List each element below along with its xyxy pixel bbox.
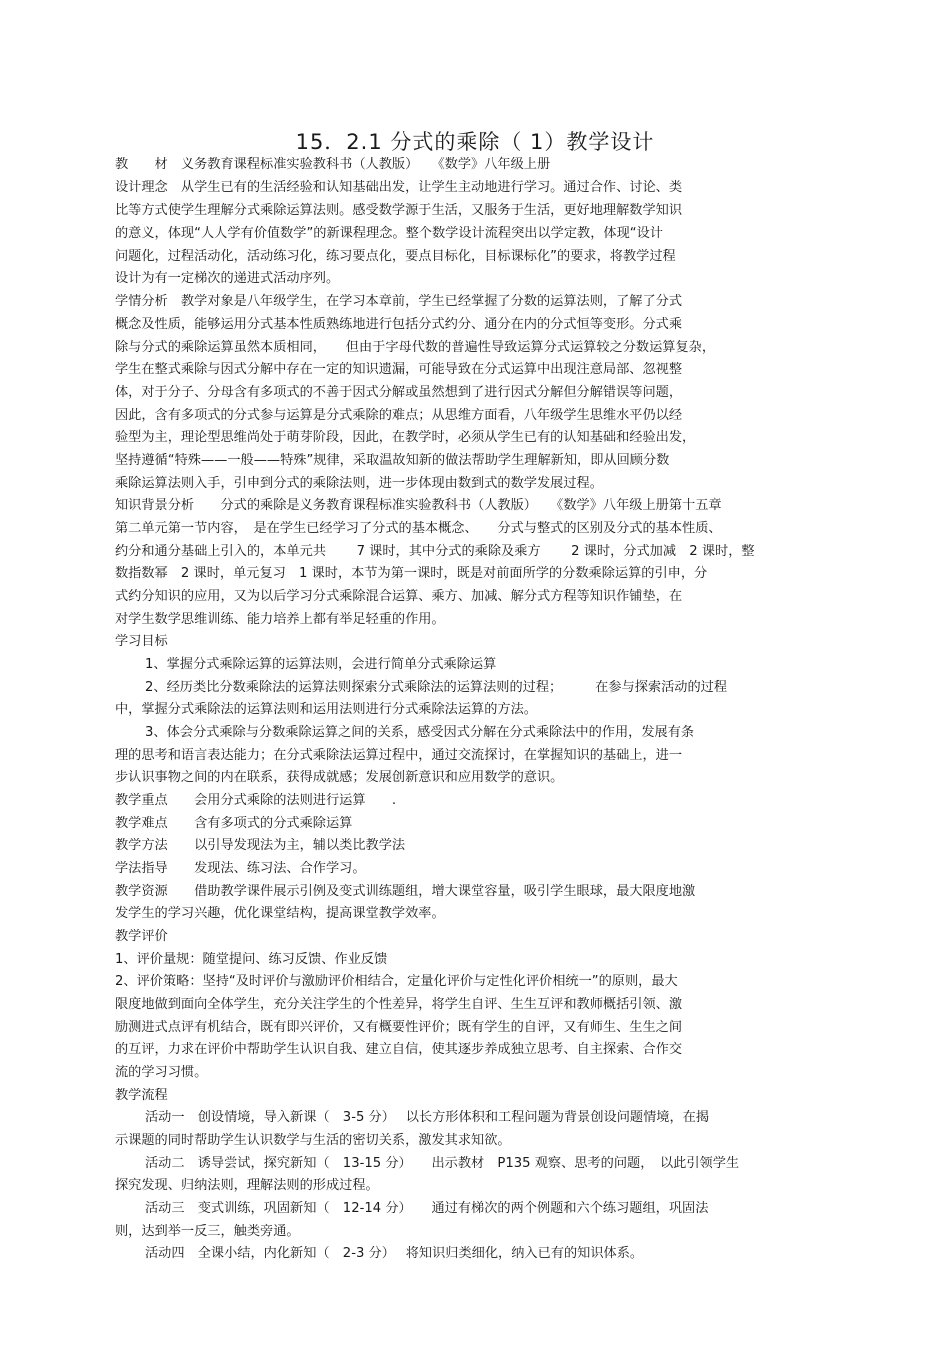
text-line: 教学方法 以引导发现法为主，辅以类比教学法 — [115, 838, 406, 853]
text-line: 教学流程 — [115, 1088, 168, 1103]
text-line: 教学评价 — [115, 929, 168, 944]
text-line: 限度地做到面向全体学生，充分关注学生的个性差异，将学生自评、生生互评和教师概括引领、激 — [115, 997, 683, 1012]
text-line: 教学重点 会用分式乘除的法则进行运算 . — [115, 793, 397, 808]
text-line: 式约分知识的应用，又为以后学习分式乘除混合运算、乘方、加减、解分式方程等知识作铺垫，在 — [115, 589, 683, 604]
text-line: 3、体会分式乘除与分数乘除运算之间的关系，感受因式分解在分式乘除法中的作用，发展有条 — [145, 725, 695, 740]
text-line: 活动一 创设情境，导入新课（ 3-5 分） 以长方形体积和工程问题为背景创设问题情境，在揭 — [145, 1110, 710, 1125]
text-line: 设计理念 从学生已有的生活经验和认知基础出发，让学生主动地进行学习。通过合作、讨论、类 — [115, 180, 683, 195]
document-title: 15．2.1 分式的乘除（ 1）教学设计 — [295, 130, 655, 154]
text-line: 2、经历类比分数乘除法的运算法则探索分式乘除法的运算法则的过程； 在参与探索活动的过程 — [145, 680, 728, 695]
text-line: 流的学习习惯。 — [115, 1065, 208, 1080]
text-line: 第二单元第一节内容， 是在学生已经学习了分式的基本概念、 分式与整式的区别及分式的基本性质、 — [115, 521, 722, 536]
text-line: 体，对于分子、分母含有多项式的不善于因式分解或虽然想到了进行因式分解但分解错误等问题， — [115, 385, 683, 400]
text-line: 因此，含有多项式的分式参与运算是分式乘除的难点；从思维方面看，八年级学生思维水平仍以经 — [115, 408, 683, 423]
text-line: 约分和通分基础上引入的，本单元共 7 课时，其中分式的乘除及乘方 2 课时，分式加减 2 课时，整 — [115, 544, 755, 559]
text-line: 活动四 全课小结，内化新知（ 2-3 分） 将知识归类细化，纳入已有的知识体系。 — [145, 1246, 644, 1261]
text-line: 中，掌握分式乘除法的运算法则和运用法则进行分式乘除法运算的方法。 — [115, 702, 537, 717]
text-line: 2、评价策略：坚持“及时评价与激励评价相结合，定量化评价与定性化评价相统一”的原则，最大 — [115, 974, 678, 989]
text-line: 活动二 诱导尝试，探究新知（ 13-15 分） 出示教材 P135 观察、思考的问题， 以此引领学生 — [145, 1156, 740, 1171]
text-line: 学生在整式乘除与因式分解中存在一定的知识遗漏，可能导致在分式运算中出现注意局部、忽视整 — [115, 362, 683, 377]
text-line: 概念及性质，能够运用分式基本性质熟练地进行包括分式约分、通分在内的分式恒等变形。分式乘 — [115, 317, 683, 332]
text-line: 学习目标 — [115, 634, 168, 649]
text-line: 理的思考和语言表达能力；在分式乘除法运算过程中，通过交流探讨，在掌握知识的基础上，进一 — [115, 748, 683, 763]
text-line: 比等方式使学生理解分式乘除运算法则。感受数学源于生活，又服务于生活，更好地理解数学知识 — [115, 203, 683, 218]
text-line: 坚持遵循“特殊——一般——特殊”规律，采取温故知新的做法帮助学生理解新知，即从回顾分数 — [115, 453, 670, 468]
text-line: 对学生数学思维训练、能力培养上都有举足轻重的作用。 — [115, 612, 445, 627]
text-line: 的意义，体现“人人学有价值数学”的新课程理念。整个数学设计流程突出以学定教，体现“设计 — [115, 226, 663, 241]
text-line: 知识背景分析 分式的乘除是义务教育课程标准实验教科书（人教版） 《数学》八年级上册第十五章 — [115, 498, 722, 513]
text-line: 的互评，力求在评价中帮助学生认识自我、建立自信，使其逐步养成独立思考、自主探索、合作交 — [115, 1042, 683, 1057]
text-line: 则，达到举一反三，触类旁通。 — [115, 1224, 300, 1239]
text-line: 1、掌握分式乘除运算的运算法则，会进行简单分式乘除运算 — [145, 657, 497, 672]
text-line: 验型为主，理论型思维尚处于萌芽阶段，因此，在教学时，必须从学生已有的认知基础和经验出发， — [115, 430, 696, 445]
text-line: 步认识事物之间的内在联系，获得成就感；发展创新意识和应用数学的意识。 — [115, 770, 564, 785]
text-line: 发学生的学习兴趣，优化课堂结构，提高课堂教学效率。 — [115, 906, 445, 921]
text-line: 数指数幂 2 课时，单元复习 1 课时，本节为第一课时，既是对前面所学的分数乘除运算的引申，分 — [115, 566, 708, 581]
text-line: 1、评价量规：随堂提问、练习反馈、作业反馈 — [115, 952, 388, 967]
text-line: 教学难点 含有多项式的分式乘除运算 — [115, 816, 353, 831]
text-line: 学情分析 教学对象是八年级学生，在学习本章前，学生已经掌握了分数的运算法则，了解了分式 — [115, 294, 683, 309]
text-line: 除与分式的乘除运算虽然本质相同， 但由于字母代数的普遍性导致运算分式运算较之分数运算复杂， — [115, 340, 716, 355]
text-line: 活动三 变式训练，巩固新知（ 12-14 分） 通过有梯次的两个例题和六个练习题组，巩固法 — [145, 1201, 709, 1216]
text-line: 问题化，过程活动化，活动练习化，练习要点化，要点目标化，目标课标化”的要求，将教学过程 — [115, 249, 676, 264]
text-line: 教 材 义务教育课程标准实验教科书（人教版） 《数学》八年级上册 — [115, 157, 551, 172]
text-line: 示课题的同时帮助学生认识数学与生活的密切关系，激发其求知欲。 — [115, 1133, 511, 1148]
text-line: 励测进式点评有机结合，既有即兴评价，又有概要性评价；既有学生的自评，又有师生、生生之间 — [115, 1020, 683, 1035]
text-line: 学法指导 发现法、练习法、合作学习。 — [115, 861, 366, 876]
text-line: 探究发现、归纳法则，理解法则的形成过程。 — [115, 1178, 379, 1193]
text-line: 乘除运算法则入手，引申到分式的乘除法则，进一步体现由数到式的数学发展过程。 — [115, 476, 603, 491]
text-line: 设计为有一定梯次的递进式活动序列。 — [115, 271, 340, 286]
text-line: 教学资源 借助教学课件展示引例及变式训练题组，增大课堂容量，吸引学生眼球，最大限度地激 — [115, 884, 696, 899]
